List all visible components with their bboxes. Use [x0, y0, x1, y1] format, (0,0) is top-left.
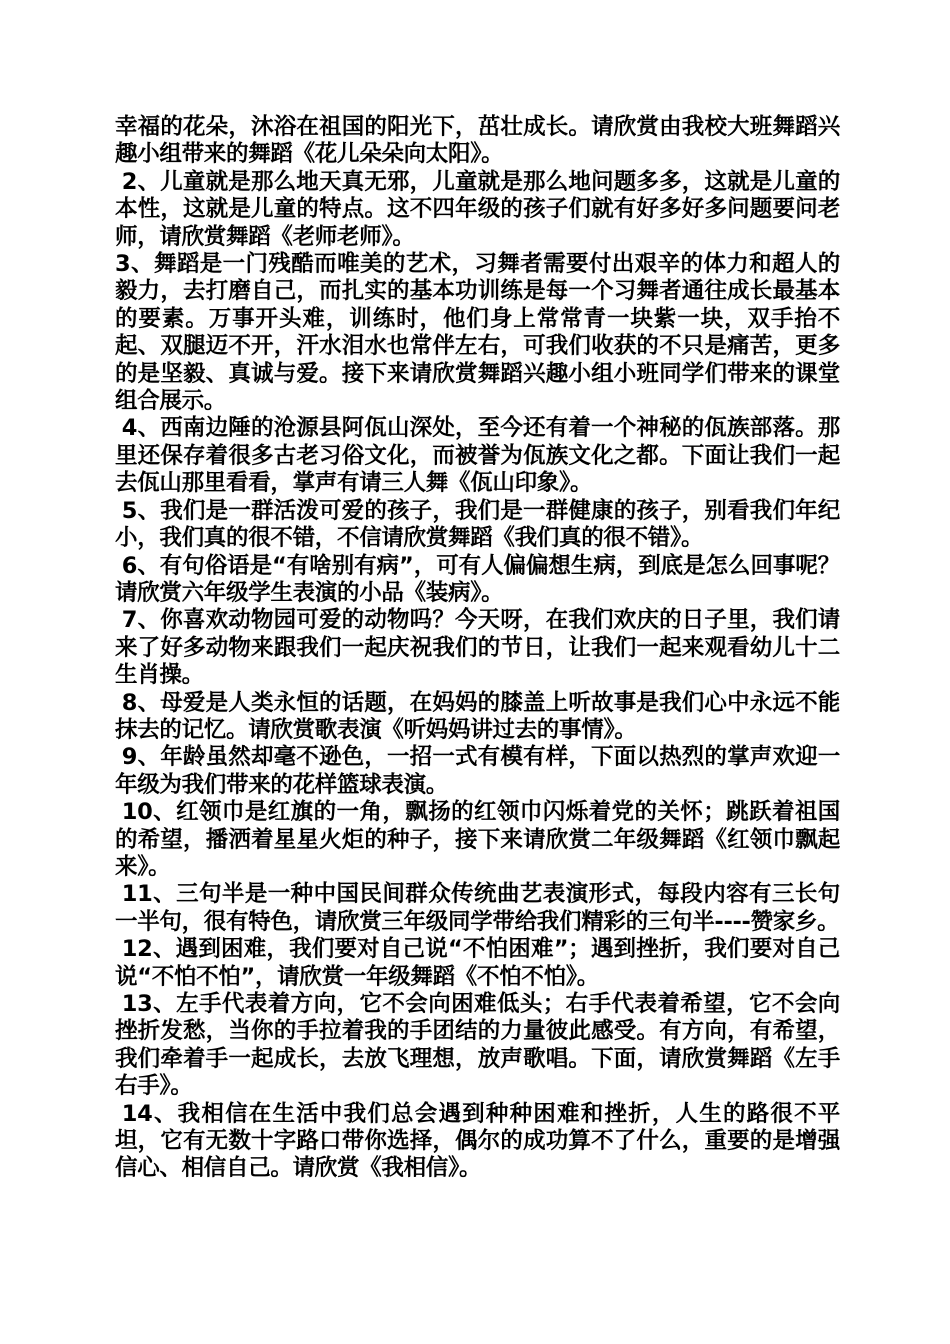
paragraph-intro: 幸福的花朵，沐浴在祖国的阳光下，茁壮成长。请欣赏由我校大班舞蹈兴趣小组带来的舞蹈《花儿朵朵向太阳》。: [115, 114, 840, 168]
paragraph-9: 9、年龄虽然却毫不逊色，一招一式有模有样，下面以热烈的掌声欢迎一年级为我们带来的花样篮球表演。: [115, 744, 840, 798]
paragraph-7: 7、你喜欢动物园可爱的动物吗？今天呀，在我们欢庆的日子里，我们请来了好多动物来跟我们一起庆祝我们的节日，让我们一起来观看幼儿十二生肖操。: [115, 607, 840, 689]
paragraph-8: 8、母爱是人类永恒的话题，在妈妈的膝盖上听故事是我们心中永远不能抹去的记忆。请欣赏歌表演《听妈妈讲过去的事情》。: [115, 689, 840, 743]
paragraph-3: 3、舞蹈是一门残酷而唯美的艺术，习舞者需要付出艰辛的体力和超人的毅力，去打磨自己，而扎实的基本功训练是每一个习舞者通往成长最基本的要素。万事开头难，训练时，他们身上常常青一块紫一块，双手抬不起、双腿迈不开，汗水泪水也常伴左右，可我们收获的不只是痛苦，更多的是坚毅、真诚与爱。接下来请欣赏舞蹈兴趣小组小班同学们带来的课堂组合展示。: [115, 251, 840, 415]
paragraph-5: 5、我们是一群活泼可爱的孩子，我们是一群健康的孩子，别看我们年纪小，我们真的很不错，不信请欣赏舞蹈《我们真的很不错》。: [115, 497, 840, 552]
paragraph-4: 4、西南边陲的沧源县阿佤山深处，至今还有着一个神秘的佤族部落。那里还保存着很多古老习俗文化，而被誉为佤族文化之都。下面让我们一起去佤山那里看看，掌声有请三人舞《佤山印象》。: [115, 415, 840, 497]
paragraph-10: 10、红领巾是红旗的一角，飘扬的红领巾闪烁着党的关怀；跳跃着祖国的希望，播洒着星星火炬的种子，接下来请欣赏二年级舞蹈《红领巾飘起来》。: [115, 799, 840, 880]
paragraph-6: 6、有句俗语是“有啥别有病”，可有人偏偏想生病，到底是怎么回事呢？请欣赏六年级学生表演的小品《装病》。: [115, 552, 840, 606]
document-body: [115, 114, 840, 1183]
paragraph-11: 11、三句半是一种中国民间群众传统曲艺表演形式，每段内容有三长句一半句，很有特色，请欣赏三年级同学带给我们精彩的三句半----赞家乡。: [115, 881, 840, 935]
paragraph-12: 12、遇到困难，我们要对自己说“不怕困难”；遇到挫折，我们要对自己说“不怕不怕”，请欣赏一年级舞蹈《不怕不怕》。: [115, 936, 840, 990]
paragraph-14: 14、我相信在生活中我们总会遇到种种困难和挫折，人生的路很不平坦，它有无数十字路口带你选择，偶尔的成功算不了什么，重要的是增强信心、相信自己。请欣赏《我相信》。: [115, 1100, 840, 1182]
paragraph-2: 2、儿童就是那么地天真无邪，儿童就是那么地问题多多，这就是儿童的本性，这就是儿童的特点。这不四年级的孩子们就有好多好多问题要问老师，请欣赏舞蹈《老师老师》。: [115, 168, 840, 250]
paragraph-13: 13、左手代表着方向，它不会向困难低头；右手代表着希望，它不会向挫折发愁，当你的手拉着我的手团结的力量彼此感受。有方向，有希望，我们牵着手一起成长，去放飞理想，放声歌唱。下面，请欣赏舞蹈《左手右手》。: [115, 991, 840, 1100]
